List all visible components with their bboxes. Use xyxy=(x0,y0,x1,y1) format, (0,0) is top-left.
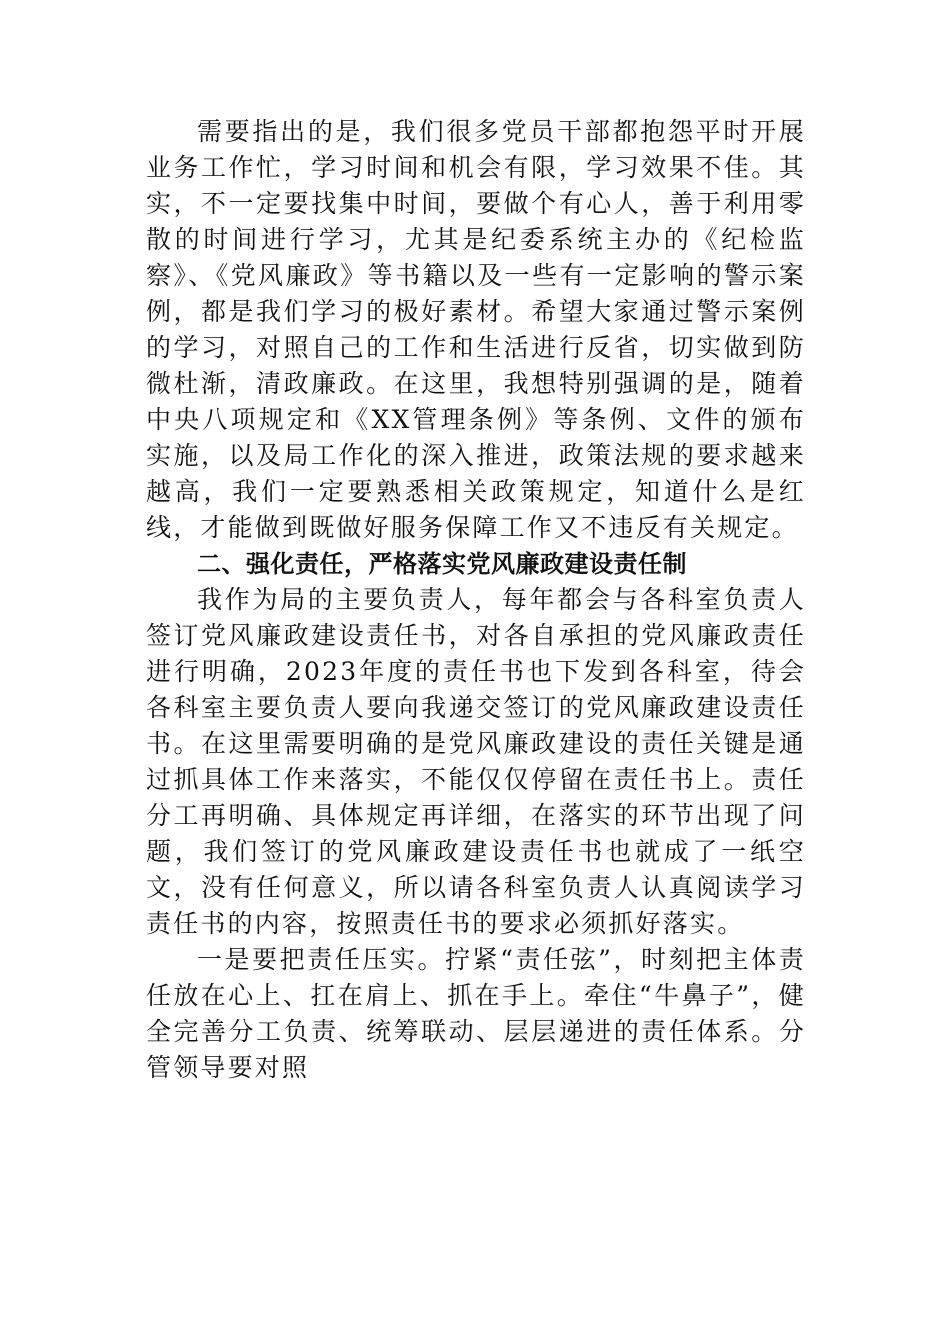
paragraph-compact-responsibility: 一是要把责任压实。拧紧“责任弦”，时刻把主体责任放在心上、扛在肩上、抓在手上。牵住“牛鼻子”，健全完善分工负责、统筹联动、层层递进的责任体系。分管领导要对照 xyxy=(146,945,806,1082)
paragraph-study-materials: 需要指出的是，我们很多党员干部都抱怨平时开展业务工作忙，学习时间和机会有限，学习效果不佳。其实，不一定要找集中时间，要做个有心人，善于利用零散的时间进行学习，尤其是纪委系统主办的《纪检监察》、《党风廉政》等书籍以及一些有一定影响的警示案例，都是我们学习的极好素材。希望大家通过警示案例的学习，对照自己的工作和生活进行反省，切实做到防微杜渐，清政廉政。在这里，我想特别强调的是，随着中央八项规定和《XX管理条例》等条例、文件的颁布实施，以及局工作化的深入推进，政策法规的要求越来越高，我们一定要熟悉相关政策规定，知道什么是红线，才能做到既做好服务保障工作又不违反有关规定。 xyxy=(146,117,806,542)
paragraph-responsibility-letter: 我作为局的主要负责人，每年都会与各科室负责人签订党风廉政建设责任书，对各自承担的党风廉政责任进行明确，2023年度的责任书也下发到各科室，待会各科室主要负责人要向我递交签订的党风廉政建设责任书。在这里需要明确的是党风廉政建设的责任关键是通过抓具体工作来落实，不能仅仅停留在责任书上。责任分工再明确、具体规定再详细，在落实的环节出现了问题，我们签订的党风廉政建设责任书也就成了一纸空文，没有任何意义，所以请各科室负责人认真阅读学习责任书的内容，按照责任书的要求必须抓好落实。 xyxy=(146,585,806,938)
document-body xyxy=(146,114,806,1086)
section-heading-responsibility: 二、强化责任，严格落实党风廉政建设责任制 xyxy=(197,550,687,578)
